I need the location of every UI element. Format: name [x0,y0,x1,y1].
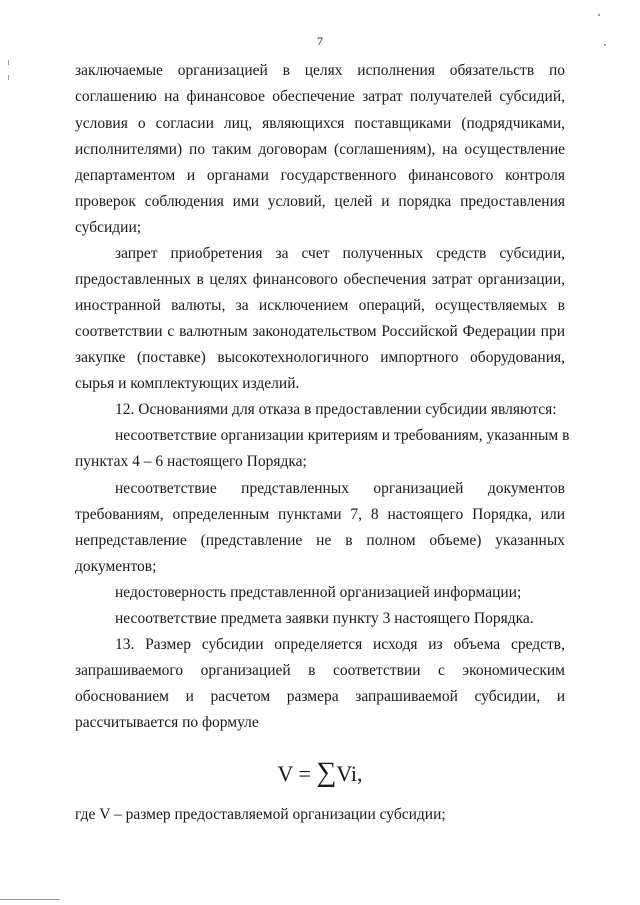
formula-rhs: Vi, [336,761,363,786]
text-line: документов; [75,558,157,575]
text-line: рассчитывается по формуле [75,714,259,731]
text-line: обоснованием и расчетом размера запрашиваемой субсидии, и [75,688,565,705]
text-line: департаментом и органами государственного финансового контроля [75,167,565,184]
scan-artifact [598,14,600,16]
text-line: 12. Основаниями для отказа в предоставлении субсидии являются: [115,401,557,418]
text-line: требованиям, определенным пунктами 7, 8 настоящего Порядка, или [75,506,565,523]
text-line: где V – размер предоставляемой организации субсидии; [75,806,446,823]
text-line: сырья и комплектующих изделий. [75,375,300,392]
text-line: закупке (поставке) высокотехнологичного импортного оборудования, [75,349,565,366]
scan-artifact [0,899,60,900]
formula-lhs: V = [277,761,317,786]
text-line: несоответствие представленных организацией документов [115,480,565,497]
text-line: иностранной валюты, за исключением операций, осуществляемых в [75,297,565,314]
text-line: соглашению на финансовое обеспечение затрат получателей субсидий, [75,88,565,105]
text-line: соответствии с валютным законодательством Российской Федерации при [75,323,565,340]
text-line: непредставление (представление не в полном объеме) указанных [75,532,565,549]
scan-artifact [8,75,9,80]
text-line: субсидии; [75,219,142,236]
text-line: несоответствие предмета заявки пункту 3 настоящего Порядка. [115,610,534,627]
text-line: проверок соблюдения ими условий, целей и порядка предоставления [75,193,565,210]
page-number: 7 [317,34,323,48]
text-line: исполнителями) по таким договорам (соглашениям), на осуществление [75,141,565,158]
text-line: запрашиваемого организацией в соответствии с экономическим [75,662,565,679]
sigma-symbol: ∑ [316,757,337,788]
text-line: 13. Размер субсидии определяется исходя из объема средств, [115,636,565,653]
text-line: пунктах 4 – 6 настоящего Порядка; [75,453,307,470]
text-line: заключаемые организацией в целях исполнения обязательств по [75,62,565,79]
text-line: несоответствие организации критериям и требованиям, указанным в [115,427,570,444]
text-line: предоставленных в целях финансового обеспечения затрат организации, [75,271,565,288]
text-line: условия о согласии лиц, являющихся поставщиками (подрядчиками, [75,115,565,132]
text-line: недостоверность представленной организацией информации; [115,584,522,601]
text-line: запрет приобретения за счет полученных средств субсидии, [115,245,565,262]
scan-artifact [8,60,9,65]
scan-artifact [604,44,606,46]
formula [0,757,640,788]
